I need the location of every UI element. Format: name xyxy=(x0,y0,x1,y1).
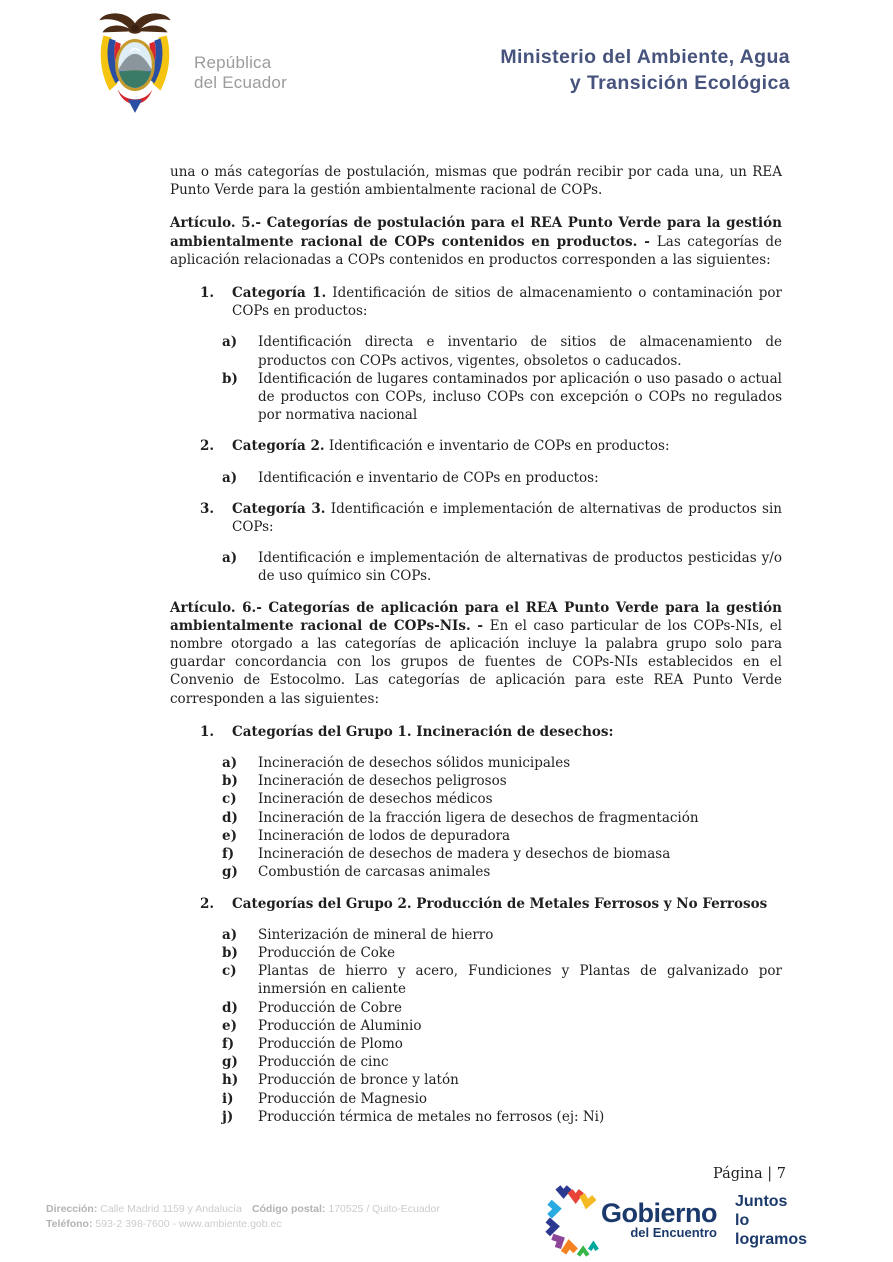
category-title: Categoría 1. xyxy=(232,285,327,302)
sub-text: Incineración de desechos peligrosos xyxy=(258,773,507,790)
sub-letter: b) xyxy=(222,944,238,961)
sub-text: Producción de cinc xyxy=(258,1054,389,1071)
republic-line1: República xyxy=(194,53,272,72)
category-item xyxy=(170,437,782,455)
sub-letter: g) xyxy=(222,864,238,881)
article-5-text: Las categorías de aplicación relacionadas a COPs contenidos en productos corresponden a las siguientes: xyxy=(170,233,782,268)
sub-text: Producción de bronce y latón xyxy=(258,1072,459,1089)
sub-letter: d) xyxy=(222,999,238,1016)
category-sublist xyxy=(170,469,782,487)
document-body xyxy=(170,163,782,1139)
slogan-line1: Juntos xyxy=(735,1192,788,1210)
sub-letter: a) xyxy=(222,469,238,486)
group-title: Categorías del Grupo 1. Incineración de desechos: xyxy=(232,723,614,740)
sub-letter: a) xyxy=(222,334,238,351)
gobierno-word: Gobierno xyxy=(601,1198,717,1228)
codigo-postal-label: Código postal: xyxy=(251,1203,326,1215)
category-text xyxy=(232,437,782,455)
page-number: Página | 7 xyxy=(713,1166,786,1182)
sub-text: Combustión de carcasas animales xyxy=(258,864,491,881)
sub-text: Producción de Cobre xyxy=(258,999,403,1016)
sub-text: Incineración de desechos de madera y desechos de biomasa xyxy=(258,846,671,863)
sub-item xyxy=(170,1017,782,1035)
sub-item xyxy=(170,962,782,998)
footer-address-line2 xyxy=(46,1217,440,1232)
gobierno-arrows-icon xyxy=(543,1182,599,1258)
article-6-paragraph xyxy=(170,599,782,708)
direccion-value: Calle Madrid 1159 y Andalucía xyxy=(100,1203,242,1215)
sub-text: Sinterización de mineral de hierro xyxy=(258,926,494,943)
category-text xyxy=(232,284,782,320)
category-title: Categoría 2. xyxy=(232,438,325,455)
sub-text: Incineración de lodos de depuradora xyxy=(258,827,511,844)
category-number: 2. xyxy=(200,438,215,455)
sub-item xyxy=(170,1071,782,1089)
sub-letter: b) xyxy=(222,370,238,387)
sub-item xyxy=(170,469,782,487)
sub-text: Plantas de hierro y acero, Fundiciones y Plantas de galvanizado por inmersión en caliente xyxy=(258,963,782,998)
sub-item xyxy=(170,926,782,944)
sub-item xyxy=(170,790,782,808)
slogan-line2: lo logramos xyxy=(735,1211,808,1248)
group-title: Categorías del Grupo 2. Producción de Metales Ferrosos y No Ferrosos xyxy=(232,895,768,912)
group-number: 2. xyxy=(200,895,215,912)
sub-item xyxy=(170,944,782,962)
sub-text: Identificación de lugares contaminados por aplicación o uso pasado o actual de productos con COPs, incluso COPs con excepción o COPs no regulados por normativa nacional xyxy=(258,370,782,424)
republic-label xyxy=(194,53,287,93)
sub-item xyxy=(170,845,782,863)
republic-line2: del Ecuador xyxy=(194,73,287,92)
telefono-value: 593-2 398-7600 - www.ambiente.gob.ec xyxy=(95,1217,282,1230)
sub-letter: i) xyxy=(222,1090,234,1107)
sub-item xyxy=(170,370,782,425)
sub-text: Producción térmica de metales no ferrosos (ej: Ni) xyxy=(258,1108,605,1125)
footer-address xyxy=(46,1202,440,1231)
ministry-line2: y Transición Ecológica xyxy=(569,72,790,94)
sub-letter: c) xyxy=(222,791,237,808)
sub-text: Producción de Coke xyxy=(258,944,396,961)
ministry-line1: Ministerio del Ambiente, Agua xyxy=(500,46,790,68)
sub-item xyxy=(170,549,782,585)
sub-item xyxy=(170,772,782,790)
sub-text: Incineración de desechos sólidos municipales xyxy=(258,755,571,772)
category-sublist xyxy=(170,333,782,424)
sub-letter: a) xyxy=(222,755,238,772)
category-item xyxy=(170,500,782,536)
sub-letter: g) xyxy=(222,1054,238,1071)
direccion-label: Dirección: xyxy=(46,1203,98,1215)
sub-letter: f) xyxy=(222,1035,235,1052)
telefono-label: Teléfono: xyxy=(46,1217,93,1230)
sub-item xyxy=(170,1090,782,1108)
article-6-text: En el caso particular de los COPs-NIs, el nombre otorgado a las categorías de aplicación incluye la palabra grupo solo para guardar concordancia con los grupos de fuentes de COPs-NIs establecidos en el Convenio de Estocolmo. Las categorías de aplicación para este REA Punto Verde corresponden a las siguientes: xyxy=(170,617,782,707)
group-title-wrap xyxy=(232,723,782,741)
sub-text: Identificación e implementación de alternativas de productos pesticidas y/o de uso químico sin COPs. xyxy=(258,550,782,585)
sub-text: Producción de Magnesio xyxy=(258,1090,428,1107)
footer-address-line1 xyxy=(46,1202,440,1217)
ministry-title xyxy=(500,44,790,96)
category-text xyxy=(232,500,782,536)
category-number: 1. xyxy=(200,285,215,302)
sub-item xyxy=(170,1035,782,1053)
intro-paragraph: una o más categorías de postulación, mismas que podrán recibir por cada una, un REA Punto Verde para la gestión ambientalmente racional de COPs. xyxy=(170,164,782,199)
gobierno-sub: del Encuentro xyxy=(630,1225,717,1240)
article-5-paragraph xyxy=(170,214,782,269)
sub-letter: a) xyxy=(222,550,238,567)
sub-item xyxy=(170,754,782,772)
sub-text: Producción de Plomo xyxy=(258,1035,403,1052)
sub-text: Incineración de desechos médicos xyxy=(258,791,493,808)
sub-letter: e) xyxy=(222,1017,237,1034)
sub-item xyxy=(170,1108,782,1126)
sub-text: Producción de Aluminio xyxy=(258,1017,422,1034)
gobierno-logo xyxy=(543,1181,808,1259)
gobierno-slogan xyxy=(735,1192,807,1249)
sub-letter: j) xyxy=(222,1108,234,1125)
gobierno-wordmark xyxy=(601,1200,717,1240)
ecuador-coat-of-arms-icon xyxy=(84,8,186,120)
category-desc: Identificación e implementación de alternativas de productos sin COPs: xyxy=(232,500,782,536)
sub-letter: d) xyxy=(222,809,238,826)
article-6-heading: Artículo. 6.- Categorías de aplicación para el REA Punto Verde para la gestión ambientalmente racional de COPs-NIs. - xyxy=(170,599,782,634)
sub-item xyxy=(170,999,782,1017)
codigo-postal-value: 170525 / Quito-Ecuador xyxy=(328,1203,440,1215)
sub-letter: f) xyxy=(222,846,235,863)
category-sublist xyxy=(170,549,782,585)
group-sublist xyxy=(170,754,782,881)
sub-item xyxy=(170,863,782,881)
article-5-heading: Artículo. 5.- Categorías de postulación para el REA Punto Verde para la gestión ambientalmente racional de COPs contenidos en productos. - xyxy=(170,215,782,250)
group-number: 1. xyxy=(200,723,215,740)
sub-letter: e) xyxy=(222,827,237,844)
group-title-wrap xyxy=(232,895,782,913)
sub-item xyxy=(170,827,782,845)
category-title: Categoría 3. xyxy=(232,500,326,517)
sub-item xyxy=(170,1053,782,1071)
group-item xyxy=(170,895,782,913)
sub-text: Identificación directa e inventario de sitios de almacenamiento de productos con COPs activos, vigentes, obsoletos o caducados. xyxy=(258,334,782,369)
category-number: 3. xyxy=(200,500,215,517)
sub-letter: h) xyxy=(222,1072,239,1089)
sub-text: Incineración de la fracción ligera de desechos de fragmentación xyxy=(258,809,699,826)
sub-letter: a) xyxy=(222,926,238,943)
sub-letter: c) xyxy=(222,963,237,980)
group-item xyxy=(170,723,782,741)
group-sublist xyxy=(170,926,782,1126)
sub-item xyxy=(170,333,782,369)
sub-letter: b) xyxy=(222,773,238,790)
sub-item xyxy=(170,809,782,827)
category-desc: Identificación de sitios de almacenamiento o contaminación por COPs en productos: xyxy=(232,285,782,320)
category-desc: Identificación e inventario de COPs en productos: xyxy=(324,438,670,455)
category-item xyxy=(170,284,782,320)
sub-text: Identificación e inventario de COPs en productos: xyxy=(258,469,599,486)
